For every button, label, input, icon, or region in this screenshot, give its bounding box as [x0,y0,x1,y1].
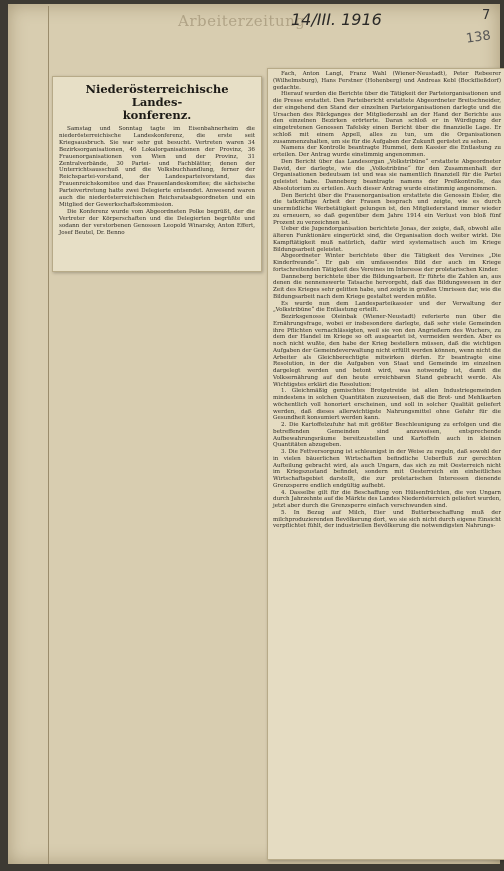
clipping-left-column [52,76,262,272]
folio-number: 7 [482,8,491,23]
right-paragraph: Bezirksgenosse Oleinbak (Wiener-Neustadt) referierte nun über die Ernährungsfrage, wobei er insbesondere darlegte, daß sehr viele Gemeinden ihre Pflichten vernachlässigten, weil sie von den Angrießern des Wuchers, zu dem der Handel im Kriege so oft ausgeartet ist, vermeiden werden. Aber es noch nicht wußte, den habe der Krieg bestellern müssen, daß die wichtigen Aufgaben der Gemeindeverwaltung nicht erfüllt werden können, wenn nicht die Arbeiter als Gleichberechtigte mitwirken dürfen. Er beantragte eine Resolution, in der die Aufgaben von Staat und Gemeinde im einzelnen dargelegt werden und betont wird, was notwendig ist, damit die Volksernährung auf den heute erreichbaren Stand gebracht werde. Als Wichtigstes erklärt die Resolution: [273,314,501,388]
right-paragraph: Es wurde nun dem Landesparteikassier und der Verwaltung der „Volkstribüne“ die Entlastung erteilt. [273,300,501,314]
sheet-margin-line [48,6,49,864]
left-column-text [59,126,255,237]
clipping-right-column [267,68,504,860]
left-paragraph: Samstag und Sonntag tagte im Eisenbahnerheim die niederösterreichische Landeskonferenz, die erste seit Kriegsausbruch. Sie war sehr gut besucht. Vertreten waren 34 Bezirksorganisationen, 46 Lokalorganisationen der Provinz, 36 Frauenorganisationen von Wien und der Provinz, 31 Zentralverbände, 30 Partei- und Fachblätter, denen der Unterrichtsausschuß und die Volksbuchhandlung, ferner der Reichspartei-vorstand, der Landesparteivorstand, das Frauenreichskomitee und das Frauenlandeskomitee; die sächsische Parteivertretung hatte zwei Delegierte entsendet. Anwesend waren auch die niederösterreichischen Reichsratsabgeordneten und ein Mitglied der Gewerkschaftskommission. [59,126,255,208]
right-paragraph: Den Bericht über das Landesorgan „Volkstribüne“ erstattete Abgeordneter David, der darlegte, wie die „Volkstribüne“ für den Zusammenhalt der Organisationen bedeutsam ist und was sie namentlich finanziell für die Partei geleistet habe. Danneberg beantragte namens der Preßkontrolle, das Absolutorium zu erteilen. Auch dieser Antrag wurde einstimmig angenommen. [273,158,501,192]
right-paragraph: Fach, Anton Langl, Franz Wahl (Wiener-Neustadt), Peter Rebeerer (Wilhelmsburg), Hans Ferstner (Hohenberg) und Andreas Kebl (Bockfließdorf) gedachte. [273,71,501,91]
resolution-item: 1. Gleichmäßig gemischtes Brotgetreide ist allen Industriegemeinden mindestens in solchen Quantitäten zuzuweisen, daß die Brot- und Mehlkarten wöchentlich voll honoriert erscheinen, und soll in solcher Qualität geliefert werden, daß dieses allerwichtigste Nahrungsmittel ohne Gefahr für die Gesundheit konsumiert werden kann. [273,388,501,422]
right-paragraph: Abgeordneter Winter berichtete über die Tätigkeit des Vereines „Die Kinderfreunde“. Er gab ein umfassendes Bild der auch im Kriege fortschreitenden Tätigkeit des Vereines im Interesse der proletarischen Kinder. [273,253,501,273]
right-paragraph: Hierauf wurden die Berichte über die Tätigkeit der Parteiorganisationen und die Presse erstattet. Den Parteibericht erstattete Abgeordneter Breitschneider, der eingehend den Stand der einzelnen Parteiorganisationen darlegte und die Ursachen des Rückganges der Mitgliederzahl an der Hand der Berichte aus den einzelnen Bezirken erörterte. Daran schloß er in Würdigung der eingetretenen Genossen Tafelsky einen Bericht über die finanzielle Lage. Er schloß mit einem Appell, alles zu tun, um die Organisationen zusammenzuhalten, um sie für die Aufgaben der Zukunft gerüstet zu sehen. [273,91,501,145]
left-paragraph: Die Konferenz wurde vom Abgeordneten Polke begrüßt, der die Vertreter der Körperschaften und die Delegierten begrüßte und sodann der verstorbenen Genossen Leopold Winarsky, Anton Effert, Josef Beutel, Dr. Benno [59,208,255,236]
resolution-item: 3. Die Fettversorgung ist schleunigst in der Weise zu regeln, daß sowohl der in vielen bäuerlichen Wirtschaften befindliche Ueberfluß zur gerechten Aufteilung gebracht wird, als auch Ungarn, das sich zu mit Oesterreich nicht im Kriegszustand befindet, sondern mit Oesterreich ein einheitliches Wirtschaftsgebiet darstellt, die zur proletarischen Interessen dienende Grenzsperre endlich endgültig aufhebt. [273,449,501,489]
resolution-item: 2. Die Kartoffelzufuhr hat mit größter Beschleunigung zu erfolgen und die betreffenden Gemeinden sind anzuweisen, entsprechende Aufbewahrungsräume bereitzustellen und Kartoffeln auch in kleinen Quantitäten abzugeben. [273,422,501,449]
handwritten-date: 14/III. 1916 [291,10,382,29]
right-paragraph: Ueber die Jugendorganisation berichtete Jonas, der zeigte, daß, obwohl alle älteren Funktionäre eingerückt sind, die Organisation doch weiter wirkt. Die Kampftätigkeit muß natürlich, dafür wird systematisch auch im Kriege Bildungsarbeit geleistet. [273,226,501,253]
article-title-line1: Niederösterreichische Landes- [85,82,229,109]
masthead-paper-name: Arbeiterzeitung [178,12,306,30]
resolution-item: 5. In Bezug auf Milch, Eier und Butterbeschaffung muß der milchproduzierenden Bevölkerung dort, wo sie sich nicht durch eigene Einsicht verpflichtet fühlt, der industriellen Bevölkerung die notwendigsten Nahrungs- [273,509,501,530]
archive-sheet [8,4,500,864]
right-paragraph: Namens der Kontrolle beantragte Hummel, dem Kassier die Entlastung zu erteilen. Der Antrag wurde einstimmig angenommen. [273,145,501,158]
page-number-stamp: 138 [465,28,492,47]
right-paragraph: Danneberg berichtete über die Bildungsarbeit. Er führte die Zahlen an, aus denen die nennenswerte Tatsache hervorgeht, daß das Bildungswesen in der Zeit des Krieges sehr gelitten habe, und zeigte in großen Umrissen dar, wie die Bildungsarbeit nach dem Kriege gestaltet werden müßte. [273,273,501,300]
right-paragraph: Den Bericht über die Frauenorganisation erstattete die Genossin Eisler, die die tatkräftige Arbeit der Frauen besprach und zeigte, wie es durch unermüdliche Werbetätigkeit gelungen ist, den Mitgliederstand immer wieder zu erneuern, so daß gegenüber dem Jahre 1914 ein Verlust von bloß fünf Prozent zu verzeichnen ist. [273,192,501,226]
right-column-text [273,71,501,530]
article-title-line2: konferenz. [122,108,192,122]
article-title [63,83,251,122]
resolution-item: 4. Dasselbe gilt für die Beschaffung von Hülsenfrüchten, die von Ungarn durch Jahrzehnte auf die Märkte des Landes Niederösterreich geliefert wurden, jetzt aber durch die Grenzsperre einfach verschwunden sind. [273,489,501,509]
